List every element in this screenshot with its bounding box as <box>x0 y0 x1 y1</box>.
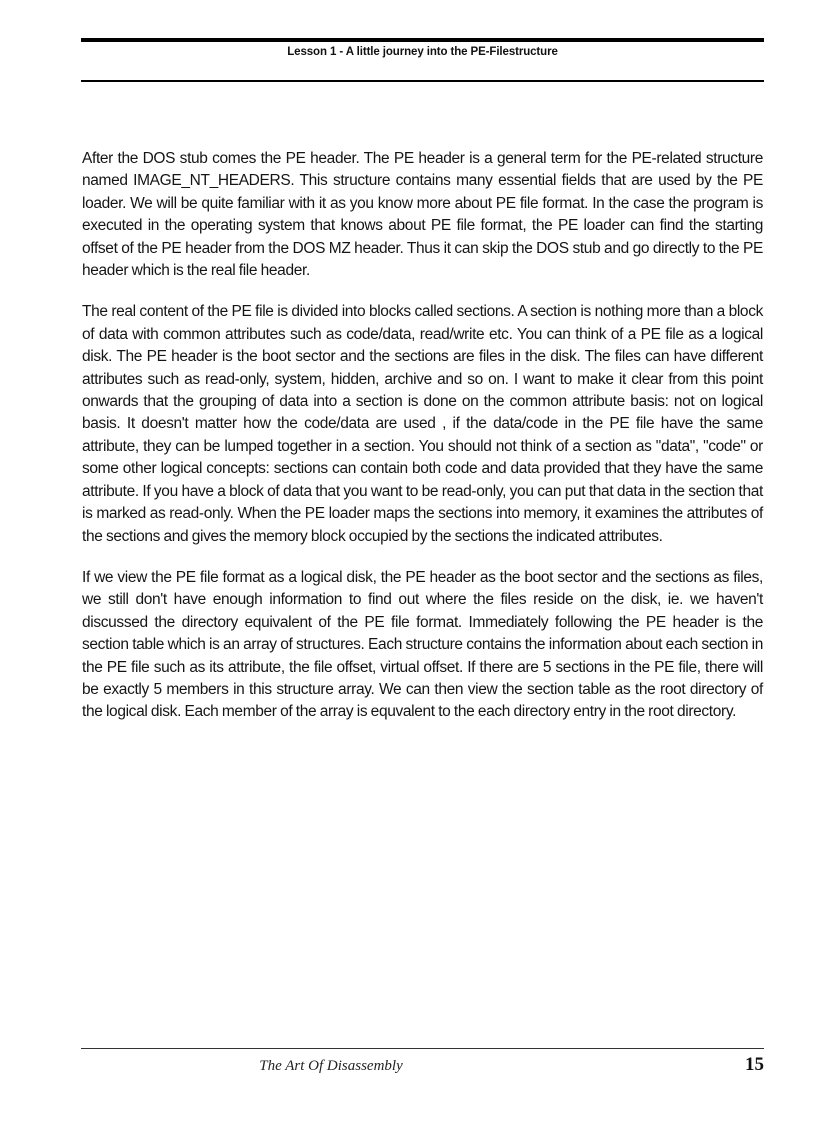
paragraph: If we view the PE file format as a logical disk, the PE header as the boot sector and the sections as files, we still don't have enough information to find out where the files reside on the disk, ie. we haven't discussed the directory equivalent of the PE file format. Immediately following the PE header is the section table which is an array of structures. Each structure contains the information about each section in the PE file such as its attribute, the file offset, virtual offset. If there are 5 sections in the PE file, there will be exactly 5 members in this structure array. We can then view the section table as the root directory of the logical disk. Each member of the array is equvalent to the each directory entry in the root directory. <box>82 568 763 721</box>
running-header: Lesson 1 - A little journey into the PE-Filestructure <box>287 46 558 58</box>
page-number: 15 <box>745 1054 764 1075</box>
footer-book-title: The Art Of Disassembly <box>259 1058 403 1074</box>
paragraph: After the DOS stub comes the PE header. The PE header is a general term for the PE-related structure named IMAGE_NT_HEADERS. This structure contains many essential fields that are used by the PE loader. We will be quite familiar with it as you know more about PE file format. In the case the program is executed in the operating system that knows about PE file format, the PE loader can find the starting offset of the PE header from the DOS MZ header. Thus it can skip the DOS stub and go directly to the PE header which is the real file header. <box>82 150 763 280</box>
body-text <box>82 148 763 743</box>
paragraph: The real content of the PE file is divided into blocks called sections. A section is nothing more than a block of data with common attributes such as code/data, read/write etc. You can think of a PE file as a logical disk. The PE header is the boot sector and the sections are files in the disk. The files can have different attributes such as read-only, system, hidden, archive and so on. I want to make it clear from this point onwards that the grouping of data into a section is done on the common attribute basis: not on logical basis. It doesn't matter how the code/data are used , if the data/code in the PE file have the same attribute, they can be lumped together in a section. You should not think of a section as "data", "code" or some other logical concepts: sections can contain both code and data provided that they have the same attribute. If you have a block of data that you want to be read-only, you can put that data in the section that is marked as read-only. When the PE loader maps the sections into memory, it examines the attributes of the sections and gives the memory block occupied by the sections the indicated attributes. <box>82 303 763 545</box>
footer-rule <box>81 1048 764 1049</box>
header-rule <box>81 80 764 82</box>
top-rule <box>81 38 764 42</box>
